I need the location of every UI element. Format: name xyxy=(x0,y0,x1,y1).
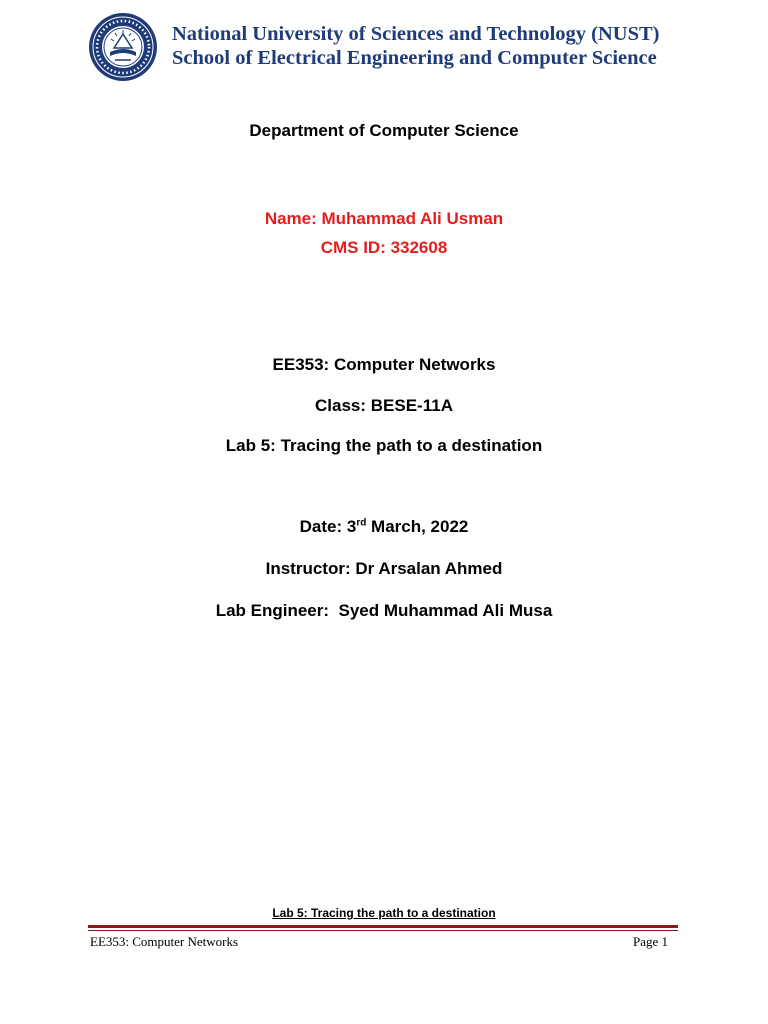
school-name: School of Electrical Engineering and Computer Science xyxy=(172,47,657,69)
footer-rule-thick xyxy=(88,925,678,928)
footer-page-number: Page 1 xyxy=(632,934,668,949)
date-prefix: Date: 3 xyxy=(299,517,357,536)
student-name: Name: Muhammad Ali Usman xyxy=(264,209,504,228)
footer-title-text: Lab 5: Tracing the path to a destination xyxy=(272,906,496,920)
university-name: National University of Sciences and Technology (NUST) xyxy=(172,23,660,45)
university-seal-icon xyxy=(88,12,158,82)
department-title: Department of Computer Science xyxy=(249,121,519,140)
date-ordinal: rd xyxy=(356,517,367,529)
class-label: Class: BESE-11A xyxy=(315,396,453,415)
lab-engineer-line: Lab Engineer: Syed Muhammad Ali Musa xyxy=(215,601,553,620)
footer-course-label: EE353: Computer Networks xyxy=(90,934,239,949)
footer-rule-thin xyxy=(88,930,678,931)
course-title: EE353: Computer Networks xyxy=(272,355,496,374)
date-line xyxy=(0,517,768,537)
date-suffix: March, 2022 xyxy=(366,517,469,536)
letterhead-text xyxy=(172,22,692,70)
lab-title: Lab 5: Tracing the path to a destination xyxy=(225,436,543,455)
letterhead xyxy=(88,12,688,82)
student-cms-id: CMS ID: 332608 xyxy=(320,238,448,257)
footer-title xyxy=(0,906,768,920)
instructor-line: Instructor: Dr Arsalan Ahmed xyxy=(265,559,503,578)
